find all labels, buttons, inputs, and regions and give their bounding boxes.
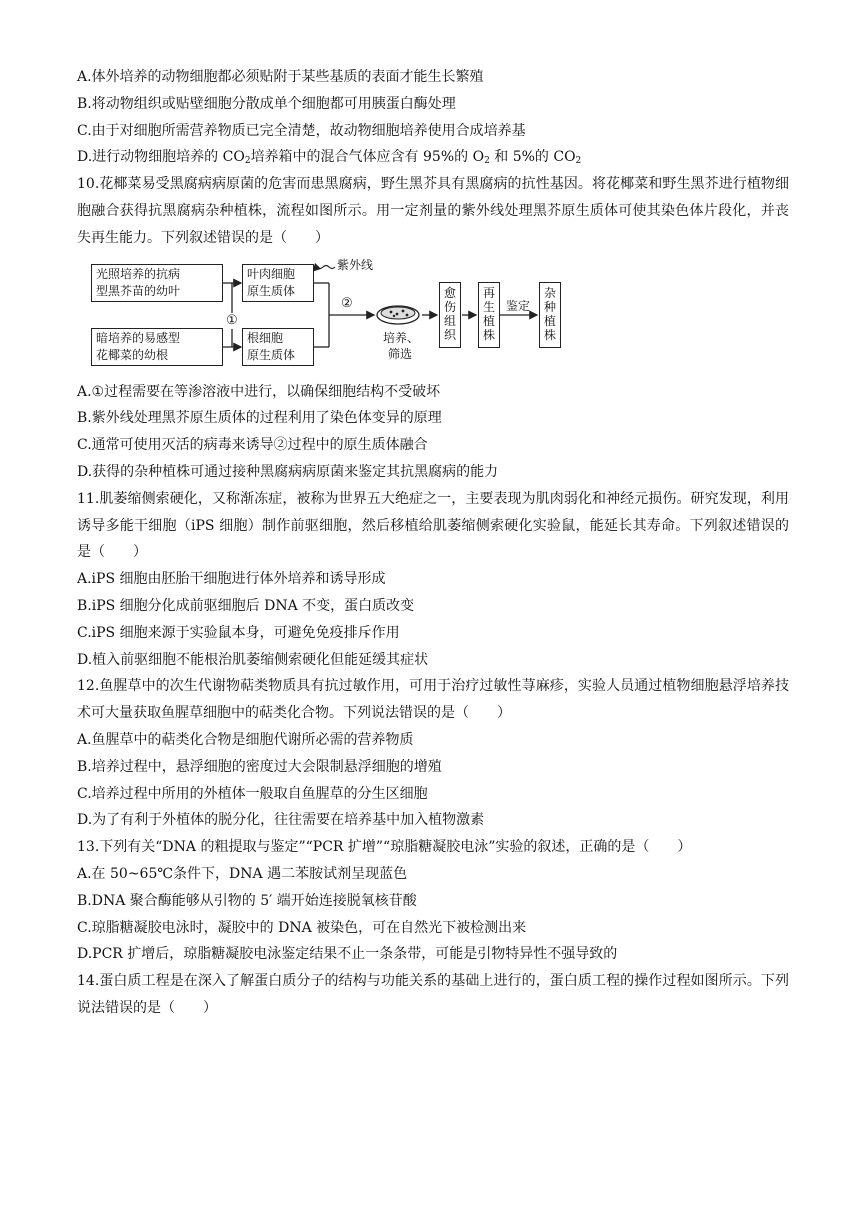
uv-label: 紫外线: [337, 257, 374, 272]
identify-label: 鉴定: [506, 298, 531, 313]
regen-char: 生: [482, 299, 495, 314]
box-callus: [439, 282, 461, 348]
box-root-protoplast: [242, 328, 314, 366]
box4-line2: 原生质体: [247, 347, 296, 362]
hybrid-char: 植: [543, 313, 556, 328]
q11-option-b: B.iPS 细胞分化成前驱细胞后 DNA 不变，蛋白质改变: [77, 597, 415, 614]
regen-char: 株: [482, 327, 495, 342]
box-regenerated-plant: [478, 282, 500, 348]
box-cauliflower-root: [91, 328, 223, 366]
q9-option-b: B.将动物组织或贴壁细胞分散成单个细胞都可用胰蛋白酶处理: [77, 95, 456, 112]
subscript-2: 2: [244, 156, 251, 167]
q9-option-a: A.体外培养的动物细胞都必须贴附于某些基质的表面才能生长繁殖: [77, 69, 484, 85]
box4-line1: 根细胞: [247, 330, 284, 345]
step-2-label: ②: [341, 295, 353, 311]
subscript-2: 2: [575, 156, 582, 167]
q9-option-c: C.由于对细胞所需营养物质已完全清楚，故动物细胞培养使用合成培养基: [77, 122, 526, 139]
box2-line2: 花椰菜的幼根: [96, 347, 169, 362]
box-mesophyll-protoplast: [242, 264, 314, 302]
q9-option-d-part3: 和 5%的 CO: [489, 149, 576, 166]
q11-option-c: C.iPS 细胞来源于实验鼠本身，可避免免疫排斥作用: [77, 624, 400, 641]
q11-option-d: D.植入前驱细胞不能根治肌萎缩侧索硬化但能延缓其症状: [77, 651, 429, 668]
q13-option-c: C.琼脂糖凝胶电泳时，凝胶中的 DNA 被染色，可在自然光下被检测出来: [77, 919, 527, 936]
culture-label-2: 筛选: [388, 346, 413, 361]
q12-option-c: C.培养过程中所用的外植体一般取自鱼腥草的分生区细胞: [77, 785, 428, 802]
q12-stem: 12.鱼腥草中的次生代谢物萜类物质具有抗过敏作用，可用于治疗过敏性荨麻疹，实验人员通过植物细胞悬浮培养技术可大量获取鱼腥草细胞中的萜类化合物。下列说法错误的是（ ）: [77, 678, 789, 722]
q10-stem: 10.花椰菜易受黑腐病病原菌的危害而患黑腐病，野生黑芥具有黑腐病的抗性基因。将花椰菜和野生黑芥进行植物细胞融合获得抗黑腐病杂种植株，流程如图所示。用一定剂量的紫外线处理黑芥原生质体可使其染色体片段化，并丧失再生能力。下列叙述错误的是（ ）: [77, 176, 789, 246]
q9-option-d: [77, 144, 789, 171]
box1-line2: 型黑芥苗的幼叶: [96, 283, 181, 298]
q11-option-a: A.iPS 细胞由胚胎干细胞进行体外培养和诱导形成: [77, 571, 386, 588]
q13-option-b: B.DNA 聚合酶能够从引物的 5′ 端开始连接脱氧核苷酸: [77, 892, 417, 909]
hybrid-char: 杂: [543, 285, 556, 300]
culture-label-1: 培养、: [383, 330, 420, 345]
hybrid-char: 种: [543, 299, 556, 314]
q10-option-b: B.紫外线处理黑芥原生质体的过程利用了染色体变异的原理: [77, 410, 442, 427]
q10-option-c: C.通常可使用灭活的病毒来诱导②过程中的原生质体融合: [77, 437, 428, 454]
step-1-label: ①: [226, 312, 238, 328]
box3-line2: 原生质体: [247, 283, 296, 298]
q10-option-a: A.①过程需要在等渗溶液中进行，以确保细胞结构不受破坏: [77, 383, 441, 400]
q10-flow-diagram: [91, 257, 566, 377]
subscript-2: 2: [484, 156, 490, 167]
q10-option-d: D.获得的杂种植株可通过接种黑腐病病原菌来鉴定其抗黑腐病的能力: [77, 463, 499, 480]
callus-char: 组: [443, 313, 456, 328]
exam-page: [77, 64, 789, 1022]
q11-stem: 11.肌萎缩侧索硬化，又称渐冻症，被称为世界五大绝症之一，主要表现为肌肉弱化和神经元损伤。研究发现，利用诱导多能干细胞（iPS 细胞）制作前驱细胞，然后移植给肌萎缩侧索硬化实验鼠，能延长其寿命。下列叙述错误的是（ ）: [77, 490, 789, 561]
regen-char: 再: [482, 285, 495, 300]
hybrid-char: 株: [543, 327, 556, 342]
q12-option-a: A.鱼腥草中的萜类化合物是细胞代谢所必需的营养物质: [77, 731, 414, 748]
box-black-mustard-leaf: [91, 264, 223, 302]
box2-line1: 暗培养的易感型: [96, 330, 181, 345]
callus-char: 伤: [443, 299, 456, 314]
box3-line1: 叶肉细胞: [247, 266, 296, 281]
q9-option-d-part1: D.进行动物细胞培养的 CO: [77, 149, 245, 166]
q9-option-d-part2: 培养箱中的混合气体应含有 95%的 O: [250, 149, 485, 166]
q14-stem: 14.蛋白质工程是在深入了解蛋白质分子的结构与功能关系的基础上进行的，蛋白质工程的操作过程如图所示。下列说法错误的是（ ）: [77, 973, 789, 1016]
q13-option-d: D.PCR 扩增后，琼脂糖凝胶电泳鉴定结果不止一条条带，可能是引物特异性不强导致的: [77, 946, 618, 963]
q13-stem: 13.下列有关“DNA 的粗提取与鉴定”“PCR 扩增”“琼脂糖凝胶电泳”实验的叙述，正确的是（ ）: [77, 839, 692, 856]
callus-char: 织: [443, 327, 456, 342]
regen-char: 植: [482, 313, 495, 328]
callus-char: 愈: [443, 285, 456, 300]
q13-option-a: A.在 50~65℃条件下，DNA 遇二苯胺试剂呈现蓝色: [77, 865, 408, 882]
box1-line1: 光照培养的抗病: [96, 266, 181, 281]
q12-option-d: D.为了有利于外植体的脱分化，往往需要在培养基中加入植物激素: [77, 812, 485, 829]
q12-option-b: B.培养过程中，悬浮细胞的密度过大会限制悬浮细胞的增殖: [77, 758, 442, 775]
box-hybrid-plant: [539, 282, 561, 348]
